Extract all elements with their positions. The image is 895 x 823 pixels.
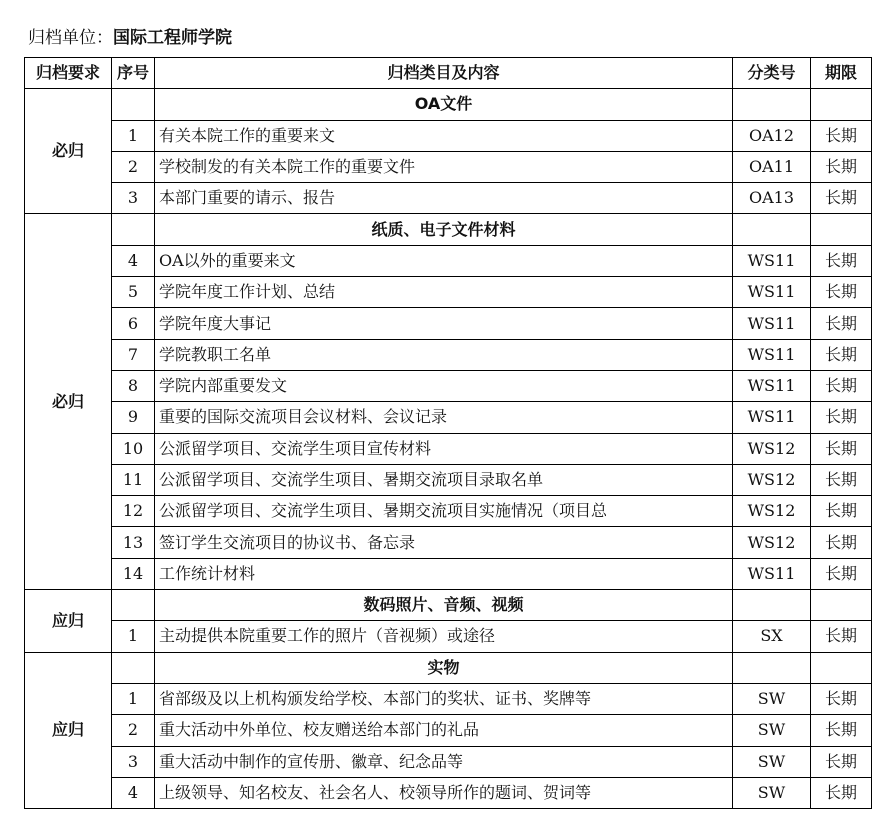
term-cell: 长期	[811, 277, 872, 308]
table-row	[25, 746, 872, 777]
table-row	[25, 120, 872, 151]
table-row	[25, 339, 872, 370]
content-cell: 省部级及以上机构颁发给学校、本部门的奖状、证书、奖牌等	[155, 683, 733, 714]
code-cell: WS11	[733, 277, 811, 308]
seq-cell: 14	[112, 558, 155, 589]
archive-unit-line	[28, 23, 232, 48]
seq-cell: 5	[112, 277, 155, 308]
code-cell: SW	[733, 715, 811, 746]
content-cell: 学院年度工作计划、总结	[155, 277, 733, 308]
seq-cell: 1	[112, 120, 155, 151]
requirement-cell: 必归	[25, 89, 112, 214]
table-row	[25, 370, 872, 401]
code-cell: WS11	[733, 339, 811, 370]
table-row	[25, 558, 872, 589]
code-cell: SW	[733, 746, 811, 777]
table-body	[25, 89, 872, 809]
content-cell: 公派留学项目、交流学生项目、暑期交流项目录取名单	[155, 464, 733, 495]
content-cell: 重大活动中外单位、校友赠送给本部门的礼品	[155, 715, 733, 746]
empty-cell	[811, 89, 872, 120]
term-cell: 长期	[811, 558, 872, 589]
seq-cell: 12	[112, 496, 155, 527]
code-cell: OA13	[733, 183, 811, 214]
table-row	[25, 496, 872, 527]
header-term: 期限	[811, 58, 872, 89]
seq-cell: 8	[112, 370, 155, 401]
seq-cell: 4	[112, 245, 155, 276]
table-row	[25, 464, 872, 495]
category-title: 实物	[155, 652, 733, 683]
table-header-row	[25, 58, 872, 89]
term-cell: 长期	[811, 496, 872, 527]
archive-table	[24, 57, 872, 809]
code-cell: WS11	[733, 402, 811, 433]
content-cell: OA以外的重要来文	[155, 245, 733, 276]
seq-cell: 9	[112, 402, 155, 433]
seq-cell: 13	[112, 527, 155, 558]
content-cell: 上级领导、知名校友、社会名人、校领导所作的题词、贺词等	[155, 777, 733, 808]
term-cell: 长期	[811, 183, 872, 214]
header-seq: 序号	[112, 58, 155, 89]
empty-cell	[811, 590, 872, 621]
content-cell: 有关本院工作的重要来文	[155, 120, 733, 151]
seq-cell: 6	[112, 308, 155, 339]
seq-cell: 10	[112, 433, 155, 464]
code-cell: WS11	[733, 245, 811, 276]
term-cell: 长期	[811, 370, 872, 401]
term-cell: 长期	[811, 746, 872, 777]
table-row	[25, 402, 872, 433]
category-row	[25, 214, 872, 245]
code-cell: WS12	[733, 433, 811, 464]
term-cell: 长期	[811, 151, 872, 182]
empty-cell	[811, 214, 872, 245]
table-row	[25, 527, 872, 558]
term-cell: 长期	[811, 464, 872, 495]
seq-cell: 4	[112, 777, 155, 808]
code-cell: WS12	[733, 496, 811, 527]
seq-cell: 2	[112, 151, 155, 182]
code-cell: WS12	[733, 527, 811, 558]
code-cell: SW	[733, 683, 811, 714]
empty-cell	[112, 652, 155, 683]
term-cell: 长期	[811, 120, 872, 151]
code-cell: WS11	[733, 558, 811, 589]
content-cell: 公派留学项目、交流学生项目宣传材料	[155, 433, 733, 464]
term-cell: 长期	[811, 777, 872, 808]
category-row	[25, 89, 872, 120]
table-row	[25, 277, 872, 308]
table-row	[25, 777, 872, 808]
code-cell: WS11	[733, 370, 811, 401]
requirement-cell: 必归	[25, 214, 112, 590]
category-row	[25, 590, 872, 621]
table-row	[25, 245, 872, 276]
category-title: 纸质、电子文件材料	[155, 214, 733, 245]
term-cell: 长期	[811, 621, 872, 652]
header-code: 分类号	[733, 58, 811, 89]
seq-cell: 3	[112, 746, 155, 777]
category-title: 数码照片、音频、视频	[155, 590, 733, 621]
content-cell: 本部门重要的请示、报告	[155, 183, 733, 214]
empty-cell	[112, 214, 155, 245]
content-cell: 学院教职工名单	[155, 339, 733, 370]
table-row	[25, 308, 872, 339]
code-cell: OA11	[733, 151, 811, 182]
code-cell: OA12	[733, 120, 811, 151]
content-cell: 工作统计材料	[155, 558, 733, 589]
category-row	[25, 652, 872, 683]
requirement-cell: 应归	[25, 652, 112, 808]
term-cell: 长期	[811, 433, 872, 464]
table-row	[25, 683, 872, 714]
term-cell: 长期	[811, 308, 872, 339]
term-cell: 长期	[811, 402, 872, 433]
term-cell: 长期	[811, 527, 872, 558]
seq-cell: 3	[112, 183, 155, 214]
empty-cell	[733, 590, 811, 621]
empty-cell	[733, 652, 811, 683]
seq-cell: 1	[112, 683, 155, 714]
content-cell: 重大活动中制作的宣传册、徽章、纪念品等	[155, 746, 733, 777]
empty-cell	[112, 89, 155, 120]
code-cell: WS12	[733, 464, 811, 495]
seq-cell: 1	[112, 621, 155, 652]
table-row	[25, 621, 872, 652]
table-row	[25, 715, 872, 746]
code-cell: WS11	[733, 308, 811, 339]
term-cell: 长期	[811, 339, 872, 370]
content-cell: 主动提供本院重要工作的照片（音视频）或途径	[155, 621, 733, 652]
table-row	[25, 183, 872, 214]
term-cell: 长期	[811, 683, 872, 714]
header-content: 归档类目及内容	[155, 58, 733, 89]
code-cell: SW	[733, 777, 811, 808]
content-cell: 重要的国际交流项目会议材料、会议记录	[155, 402, 733, 433]
content-cell: 学院内部重要发文	[155, 370, 733, 401]
code-cell: SX	[733, 621, 811, 652]
seq-cell: 11	[112, 464, 155, 495]
header-req: 归档要求	[25, 58, 112, 89]
term-cell: 长期	[811, 715, 872, 746]
archive-unit-value: 国际工程师学院	[113, 28, 232, 48]
content-cell: 学校制发的有关本院工作的重要文件	[155, 151, 733, 182]
seq-cell: 2	[112, 715, 155, 746]
content-cell: 学院年度大事记	[155, 308, 733, 339]
content-cell: 签订学生交流项目的协议书、备忘录	[155, 527, 733, 558]
table-row	[25, 433, 872, 464]
term-cell: 长期	[811, 245, 872, 276]
table-row	[25, 151, 872, 182]
content-cell: 公派留学项目、交流学生项目、暑期交流项目实施情况（项目总	[155, 496, 733, 527]
category-title: OA文件	[155, 89, 733, 120]
empty-cell	[733, 214, 811, 245]
requirement-cell: 应归	[25, 590, 112, 653]
empty-cell	[811, 652, 872, 683]
empty-cell	[733, 89, 811, 120]
empty-cell	[112, 590, 155, 621]
archive-unit-label: 归档单位：	[28, 28, 113, 48]
seq-cell: 7	[112, 339, 155, 370]
